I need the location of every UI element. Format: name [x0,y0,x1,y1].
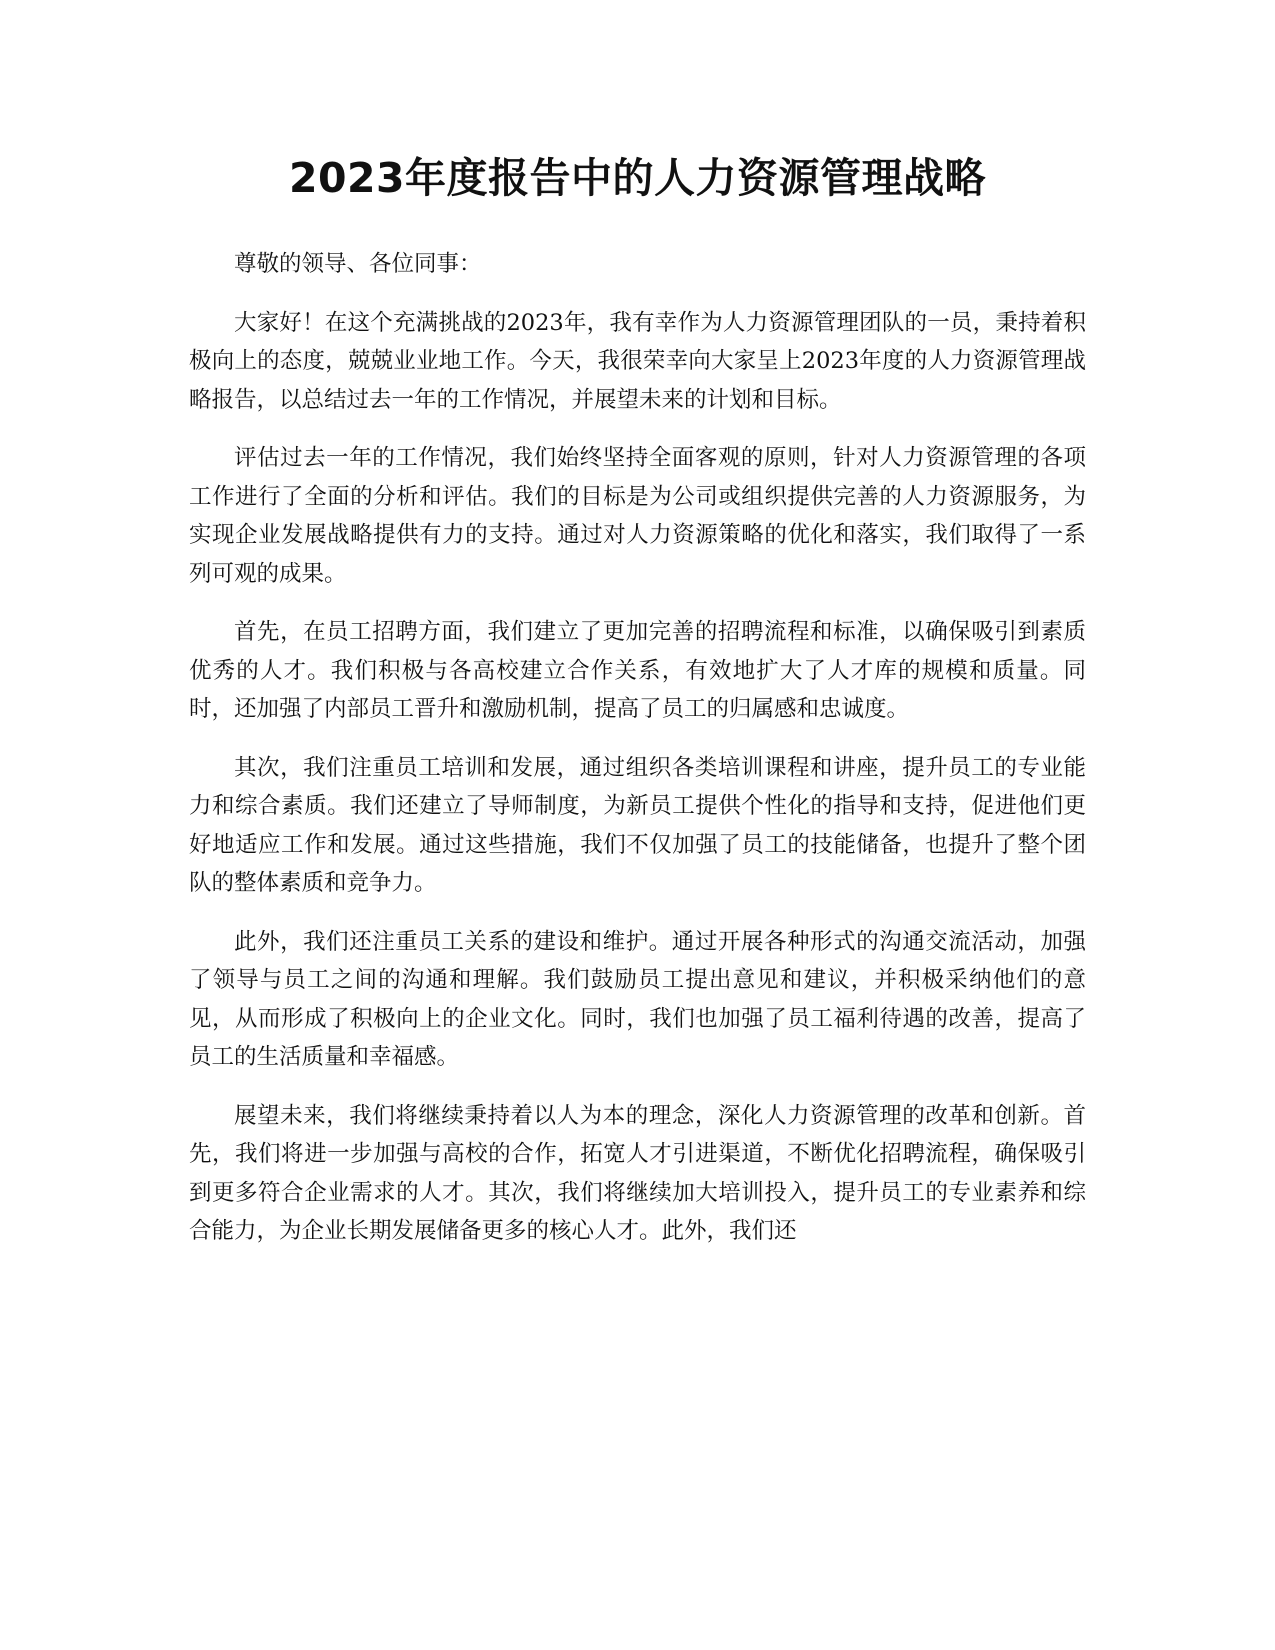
paragraph-employee-relations: 此外，我们还注重员工关系的建设和维护。通过开展各种形式的沟通交流活动，加强了领导与员工之间的沟通和理解。我们鼓励员工提出意见和建议，并积极采纳他们的意见，从而形成了积极向上的企业文化。同时，我们也加强了员工福利待遇的改善，提高了员工的生活质量和幸福感。 [189,928,1086,1070]
paragraph-training: 其次，我们注重员工培训和发展，通过组织各类培训课程和讲座，提升员工的专业能力和综合素质。我们还建立了导师制度，为新员工提供个性化的指导和支持，促进他们更好地适应工作和发展。通过这些措施，我们不仅加强了员工的技能储备，也提升了整个团队的整体素质和竞争力。 [189,754,1086,896]
document-body [189,245,1086,1271]
paragraph-outlook: 展望未来，我们将继续秉持着以人为本的理念，深化人力资源管理的改革和创新。首先，我们将进一步加强与高校的合作，拓宽人才引进渠道，不断优化招聘流程，确保吸引到更多符合企业需求的人才。其次，我们将继续加大培训投入，提升员工的专业素养和综合能力，为企业长期发展储备更多的核心人才。此外，我们还 [189,1102,1086,1244]
paragraph-evaluation: 评估过去一年的工作情况，我们始终坚持全面客观的原则，针对人力资源管理的各项工作进行了全面的分析和评估。我们的目标是为公司或组织提供完善的人力资源服务，为实现企业发展战略提供有力的支持。通过对人力资源策略的优化和落实，我们取得了一系列可观的成果。 [189,445,1086,587]
document-title: 2023年度报告中的人力资源管理战略 [288,154,987,202]
paragraph-recruitment: 首先，在员工招聘方面，我们建立了更加完善的招聘流程和标准，以确保吸引到素质优秀的人才。我们积极与各高校建立合作关系，有效地扩大了人才库的规模和质量。同时，还加强了内部员工晋升和激励机制，提高了员工的归属感和忠诚度。 [189,619,1086,722]
salutation: 尊敬的领导、各位同事： [234,251,482,277]
paragraph-intro: 大家好！在这个充满挑战的2023年，我有幸作为人力资源管理团队的一员，秉持着积极向上的态度，兢兢业业地工作。今天，我很荣幸向大家呈上2023年度的人力资源管理战略报告，以总结过去一年的工作情况，并展望未来的计划和目标。 [189,309,1086,413]
